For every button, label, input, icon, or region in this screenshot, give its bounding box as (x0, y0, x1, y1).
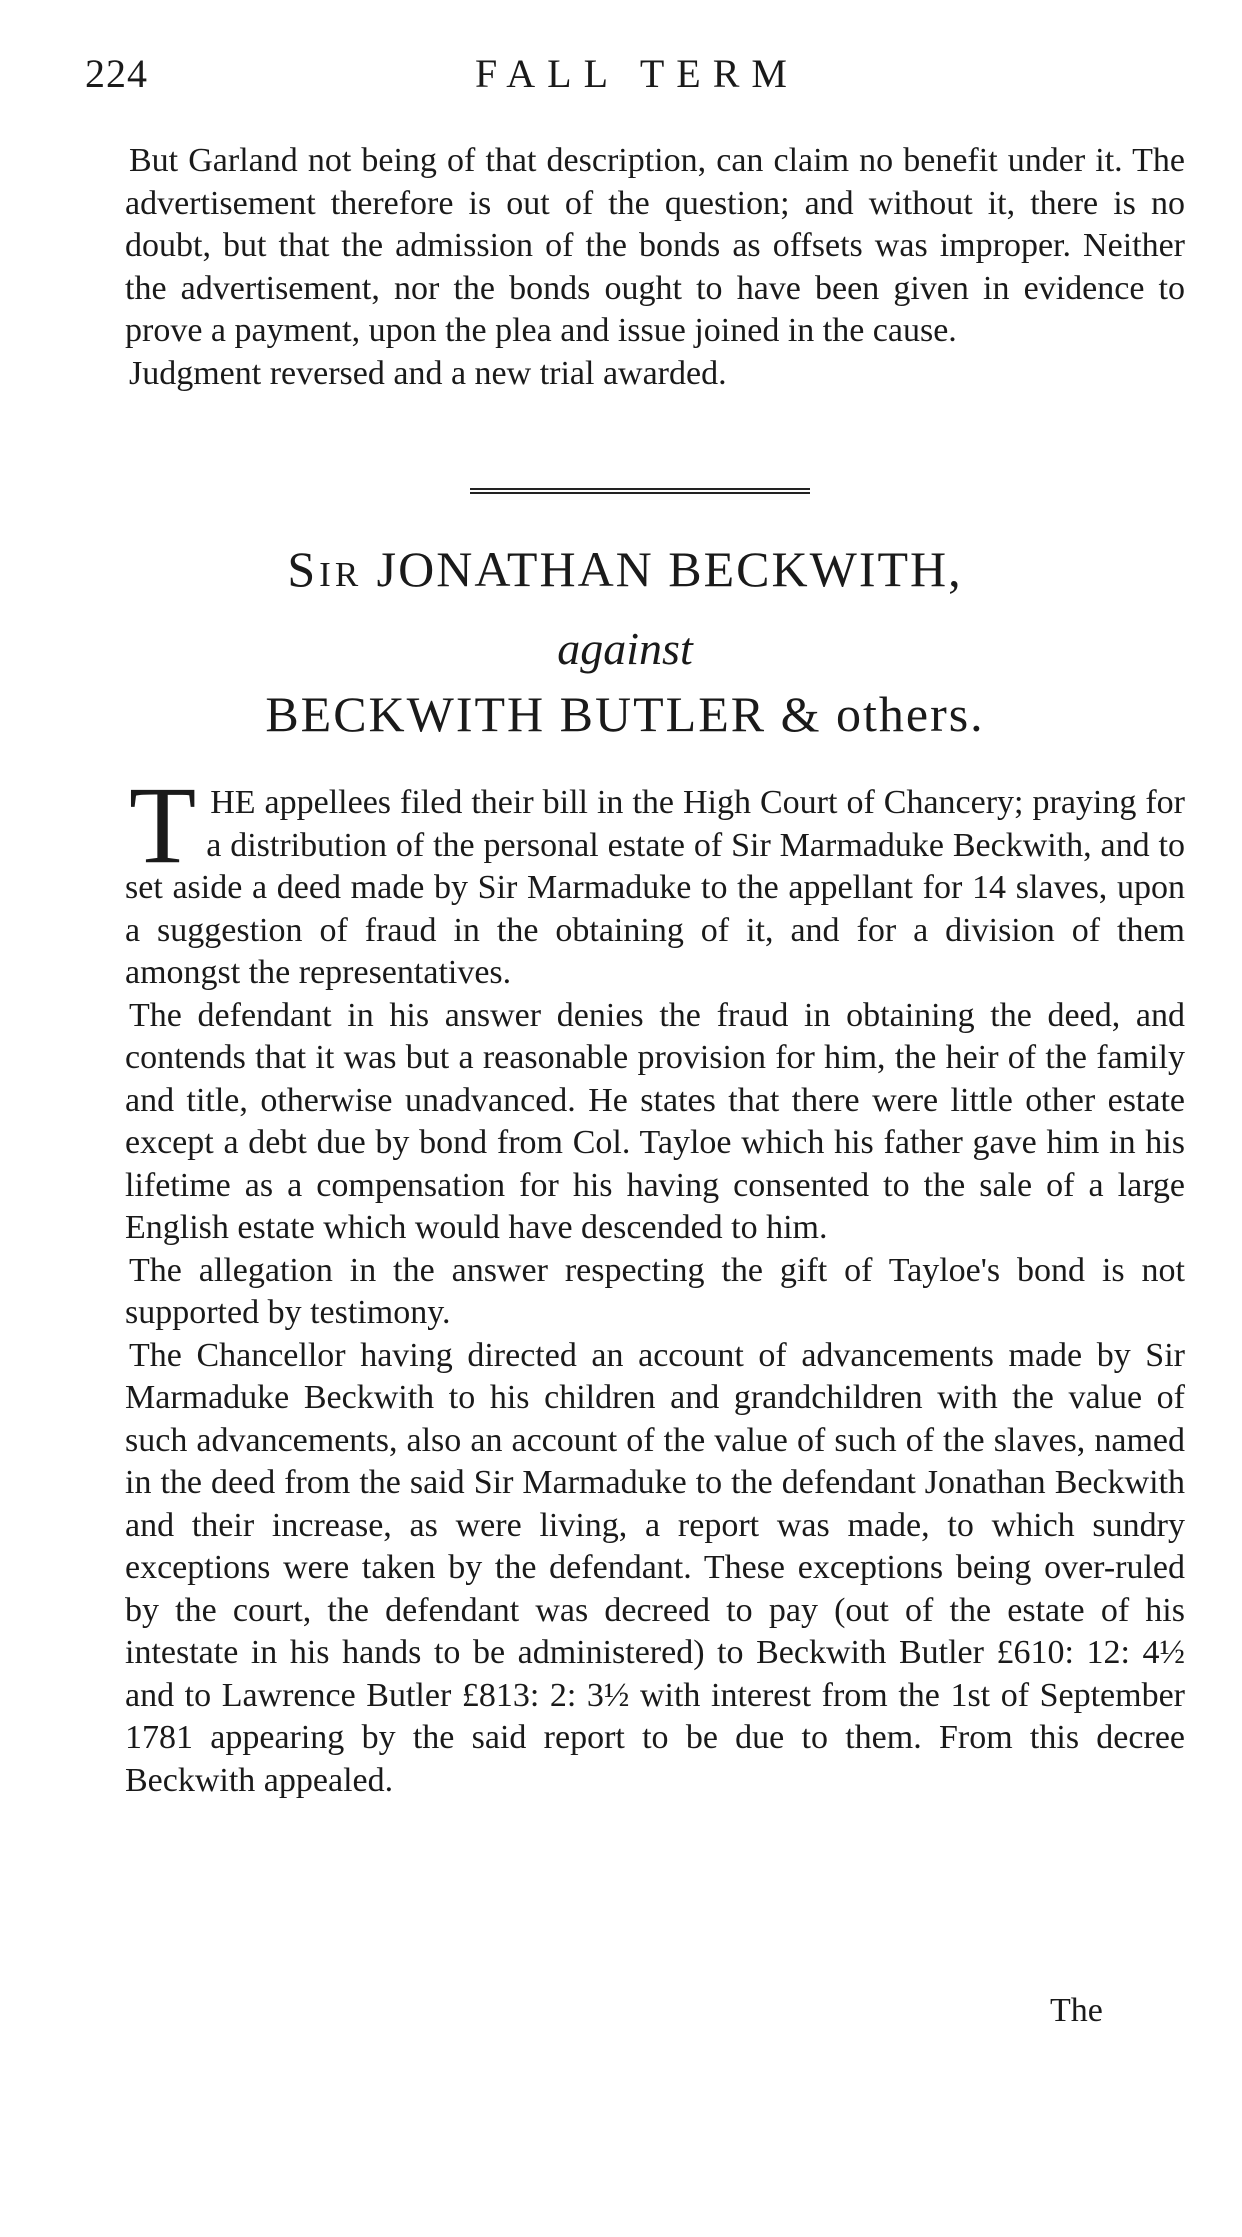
running-head (85, 50, 1185, 110)
allegation-paragraph: The allegation in the answer respecting the gift of Tayloe's bond is not supported by testimony. (125, 1251, 1185, 1331)
previous-case-conclusion (125, 140, 1185, 395)
case-versus: against (557, 623, 693, 674)
plaintiff-name: JONATHAN BECKWITH, (376, 541, 963, 597)
catchword: The (1050, 1992, 1103, 2029)
plaintiff-title: Sir (287, 541, 363, 597)
judgment-line: Judgment reversed and a new trial awarded. (129, 354, 727, 392)
decree-paragraph: The Chancellor having directed an account of advancements made by Sir Marmaduke Beckwith to his children and grandchildren with the value of such advancements, also an account of the value of such of the slaves, named in the deed from the said Sir Marmaduke to the defendant Jonathan Beckwith and their increase, as were living, a report was made, to which sundry exceptions were taken by the defendant. These exceptions being over-ruled by the court, the defendant was decreed to pay (out of the estate of his intestate in his hands to be administered) to Beckwith Butler £610: 12: 4½ and to Lawrence Butler £813: 2: 3½ with interest from the 1st of September 1781 appearing by the said report to be due to them. From this decree Beckwith appealed. (125, 1336, 1185, 1799)
section-divider (470, 488, 810, 494)
opening-paragraph (125, 764, 1185, 995)
running-title: FALL TERM (475, 51, 799, 96)
intro-paragraph: But Garland not being of that description, can claim no benefit under it. The advertisement therefore is out of the question; and without it, there is no doubt, but that the admission of the bonds as offsets was improper. Neither the advertisement, nor the bonds ought to have been given in evidence to prove a payment, upon the plea and issue joined in the cause. (125, 142, 1185, 349)
opening-paragraph-text: HE appellees filed their bill in the High Court of Chancery; praying for a distribution of the personal estate of Sir Marmaduke Beckwith, and to set aside a deed made by Sir Marmaduke to the appellant for 14 slaves, upon a suggestion of fraud in the obtaining of it, and for a division of them amongst the representatives. (125, 784, 1185, 991)
drop-cap: T (129, 764, 197, 886)
case-plaintiff (100, 540, 1150, 598)
case-body (125, 764, 1185, 1802)
answer-paragraph: The defendant in his answer denies the fraud in obtaining the deed, and contends that it was but a reasonable provision for him, the heir of the family and title, otherwise unadvanced. He states that there were little other estate except a debt due by bond from Col. Tayloe which his father gave him in his lifetime as a compensation for his having consented to the sale of a large English estate which would have descended to him. (125, 996, 1185, 1246)
case-defendant: BECKWITH BUTLER & others. (265, 686, 985, 742)
page-number: 224 (85, 51, 148, 96)
